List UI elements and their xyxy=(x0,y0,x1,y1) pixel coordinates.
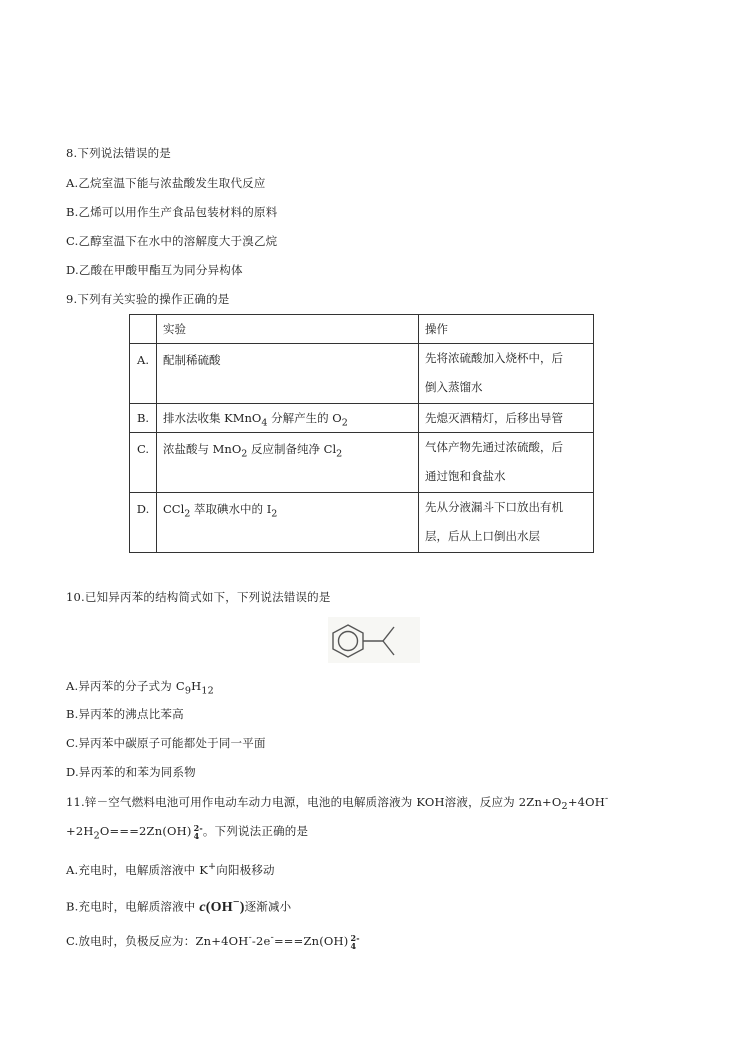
zincate-ion-scripts xyxy=(350,934,359,950)
ion-subscript: 4 xyxy=(350,940,357,951)
stem-text: 11.锌－空气燃料电池可用作电动车动力电源，电池的电解质溶液为 KOH溶液，反应为 2Zn+O xyxy=(66,794,562,809)
superscript: − xyxy=(232,895,240,908)
hydroxide-concentration xyxy=(199,895,245,915)
experiment-text: 分解产生的 O xyxy=(267,411,342,425)
ion-subscript: 4 xyxy=(193,831,200,841)
table-header-row xyxy=(130,315,594,344)
zincate-ion-scripts xyxy=(194,824,203,840)
subscript: 2 xyxy=(336,448,343,460)
q8-option-a: A.乙烷室温下能与浓盐酸发生取代反应 xyxy=(66,176,266,190)
subscript: 9 xyxy=(184,685,192,697)
experiment-table xyxy=(129,314,594,553)
subscript: 2 xyxy=(241,448,248,460)
option-text: 逐渐减小 xyxy=(244,899,292,914)
hydroxide-formula: (OH xyxy=(205,899,233,915)
row-experiment xyxy=(157,404,419,433)
q8-option-c: C.乙醇室温下在水中的溶解度大于溴乙烷 xyxy=(66,234,278,248)
stem-text: +2H xyxy=(66,824,94,838)
q11-option-b xyxy=(66,895,291,916)
header-label-cell xyxy=(130,315,157,344)
q10-option-b: B.异丙苯的沸点比苯高 xyxy=(66,707,184,721)
row-label: D. xyxy=(130,493,157,553)
header-experiment: 实验 xyxy=(157,315,419,344)
ion-charge: 2- xyxy=(193,823,203,833)
experiment-text: 浓盐酸与 MnO xyxy=(163,442,242,456)
q11-stem-line1 xyxy=(66,793,608,812)
subscript: 2 xyxy=(561,801,568,813)
option-text: H xyxy=(191,679,202,693)
experiment-text: CCl xyxy=(163,502,185,516)
operation-line: 层，后从上口倒出水层 xyxy=(425,529,540,543)
option-text: A.异丙苯的分子式为 C xyxy=(66,679,185,693)
q10-stem: 10.已知异丙苯的结构简式如下，下列说法错误的是 xyxy=(66,590,331,604)
option-text: A.充电时，电解质溶液中 K xyxy=(66,862,209,877)
header-operation: 操作 xyxy=(419,315,594,344)
operation-line: 倒入蒸馏水 xyxy=(425,380,483,394)
q11-option-c xyxy=(66,932,360,950)
experiment-text: 排水法收集 KMnO xyxy=(163,411,262,425)
operation-line: 先将浓硫酸加入烧杯中，后 xyxy=(425,351,563,365)
subscript: 12 xyxy=(201,685,214,697)
table-row xyxy=(130,433,594,493)
row-operation xyxy=(419,493,594,553)
cumene-structure-image xyxy=(328,617,420,663)
row-label: A. xyxy=(130,344,157,404)
superscript: + xyxy=(208,861,217,872)
subscript: 2 xyxy=(93,830,100,842)
paren-close: ) xyxy=(239,899,245,915)
q8-option-d: D.乙酸在甲酸甲酯互为同分异构体 xyxy=(66,263,243,277)
row-experiment xyxy=(157,493,419,553)
row-label: B. xyxy=(130,404,157,433)
stem-text: 。下列说法正确的是 xyxy=(202,824,309,838)
row-operation xyxy=(419,344,594,404)
option-text: 向阳极移动 xyxy=(216,862,275,877)
option-text: -2e xyxy=(251,933,271,948)
subscript: 2 xyxy=(184,508,191,520)
experiment-text: 反应制备纯净 Cl xyxy=(247,442,337,456)
table-row xyxy=(130,404,594,433)
q10-option-a xyxy=(66,678,214,696)
stem-text: +4OH xyxy=(567,794,606,809)
superscript: - xyxy=(605,793,609,804)
option-text: B.充电时，电解质溶液中 xyxy=(66,899,200,914)
experiment-text: 萃取碘水中的 I xyxy=(190,502,272,516)
concentration-symbol: c xyxy=(199,899,206,915)
stem-text: O===2Zn(OH) xyxy=(99,824,192,838)
row-experiment xyxy=(157,433,419,493)
ion-charge: 2- xyxy=(350,932,360,943)
row-operation xyxy=(419,433,594,493)
table-row xyxy=(130,344,594,404)
subscript: 2 xyxy=(271,508,278,520)
q9-stem: 9.下列有关实验的操作正确的是 xyxy=(66,292,230,306)
superscript: - xyxy=(248,932,252,943)
q11-option-a xyxy=(66,861,275,878)
row-label: C. xyxy=(130,433,157,493)
row-operation: 先熄灭酒精灯，后移出导管 xyxy=(419,404,594,433)
q11-stem-line2 xyxy=(66,823,308,841)
structure-background xyxy=(328,617,420,663)
subscript: 4 xyxy=(261,417,268,429)
table-row xyxy=(130,493,594,553)
option-text: ===Zn(OH) xyxy=(273,933,349,948)
superscript: - xyxy=(270,932,274,943)
q8-stem: 8.下列说法错误的是 xyxy=(66,146,171,160)
option-text: C.放电时，负极反应为：Zn+4OH xyxy=(66,933,249,948)
q10-option-c: C.异丙苯中碳原子可能都处于同一平面 xyxy=(66,736,266,750)
q10-option-d: D.异丙苯的和苯为同系物 xyxy=(66,765,196,779)
row-experiment: 配制稀硫酸 xyxy=(157,344,419,404)
operation-line: 通过饱和食盐水 xyxy=(425,469,506,483)
operation-line: 气体产物先通过浓硫酸，后 xyxy=(425,440,563,454)
subscript: 2 xyxy=(341,417,348,429)
q8-option-b: B.乙烯可以用作生产食品包装材料的原料 xyxy=(66,205,278,219)
operation-line: 先从分液漏斗下口放出有机 xyxy=(425,500,563,514)
